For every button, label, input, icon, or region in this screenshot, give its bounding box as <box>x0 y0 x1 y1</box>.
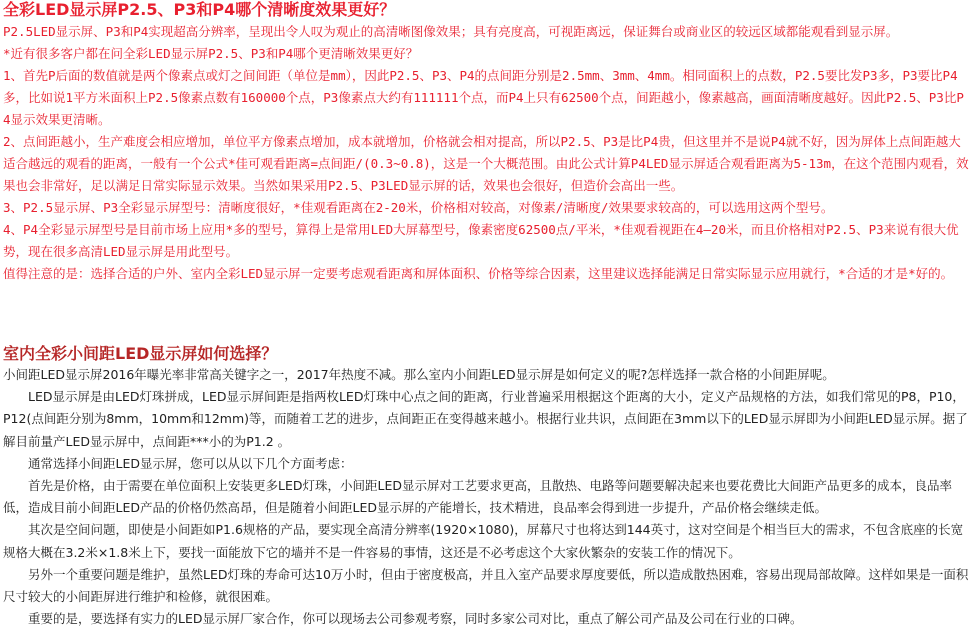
section-2-considerations: 通常选择小间距LED显示屏，您可以从以下几个方面考虑： <box>28 455 353 471</box>
section-1-point-2: 2、点间距越小，生产难度会相应增加，单位平方像素点增加，成本就增加，价格就会相对提高，所以P2.5、P3是比P4贵，但这里并不是说P4就不好，因为屏体上点间距越大适合越远的观看的距离，一般有一个公式*佳可观看距离=点间距/(0.3~0.8)，这是一个大概范围。由此公式计算P4LED显示屏适合观看距离为5-13m，在这个范围内观看，效果也会非常好，足以满足日常实际显示效果。当然如果采用P2.5、P3LED显示屏的话，效果也会很好，但造价会高出一些。 <box>3 134 969 193</box>
section-1-point-3: 3、P2.5显示屏、P3全彩显示屏型号：清晰度很好，*佳观看距离在2-20米，价格相对较高，对像素/清晰度/效果要求较高的，可以选用这两个型号。 <box>3 200 834 215</box>
section-1-point-4: 4、P4全彩显示屏型号是目前市场上应用*多的型号，算得上是常用LED大屏幕型号，像素密度62500点/平米，*佳观看视距在4—20米，而且价格相对P2.5、P3来说有很大优势，现在很多高清LED显示屏是用此型号。 <box>3 222 959 259</box>
section-2-title: 室内全彩小间距LED显示屏如何选择？ <box>3 344 278 363</box>
section-2-maintenance: 另外一个重要问题是维护，虽然LED灯珠的寿命可达10万小时，但由于密度极高，并且入室产品要求厚度要低，所以造成散热困难，容易出现局部故障。这样如果是一面积尺寸较大的小间距屏进行维护和检修，就很困难。 <box>3 566 969 605</box>
section-2-definition: LED显示屏是由LED灯珠拼成，LED显示屏间距是指两枚LED灯珠中心点之间的距离，行业普遍采用根据这个距离的大小，定义产品规格的方法，如我们常见的P8，P10，P12(点间距分别为8mm，10mm和12mm)等，而随着工艺的进步，点间距正在变得越来越小。根据行业共识，点间距在3mm以下的LED显示屏即为小间距LED显示屏。据了解目前量产LED显示屏中，点间距***小的为P1.2 。 <box>3 389 968 449</box>
section-2-space: 其次是空间问题，即使是小间距如P1.6规格的产品，要实现全高清分辨率(1920×1080)，屏幕尺寸也将达到144英寸，这对空间是个相当巨大的需求，不包含底座的长宽规格大概在3.2米×1.8米上下，要找一面能放下它的墙并不是一件容易的事情，这还是不必考虑这个大家伙繁杂的安装工作的情况下。 <box>3 522 964 560</box>
section-2-intro: 小间距LED显示屏2016年曝光率非常高关键字之一，2017年热度不减。那么室内小间距LED显示屏是如何定义的呢?怎样选择一款合格的小间距屏呢。 <box>3 367 835 382</box>
section-2-manufacturer: 重要的是，要选择有实力的LED显示屏厂家合作，你可以现场去公司参观考察，同时多家公司对比，重点了解公司产品及公司在行业的口碑。 <box>28 611 803 627</box>
section-1-intro: P2.5LED显示屏、P3和P4实现超高分辨率，呈现出令人叹为观止的高清晰图像效果；具有亮度高，可视距离远，保证舞台或商业区的较远区域都能观看到显示屏。 <box>3 24 899 39</box>
section-1-body <box>3 21 971 285</box>
section-1-title: 全彩LED显示屏P2.5、P3和P4哪个清晰度效果更好？ <box>3 0 396 19</box>
section-2-price: 首先是价格，由于需要在单位面积上安装更多LED灯珠，小间距LED显示屏对工艺要求更高，且散热、电路等问题要解决起来也要花费比大间距产品更多的成本，良品率低，造成目前小间距LED产品的价格仍然高昂，但是随着小间距LED显示屏的产能增长，技术精进，良品率会得到进一步提升，产品价格会继续走低。 <box>3 478 952 516</box>
section-2-body <box>3 364 971 630</box>
section-1-question: *近有很多客户都在问全彩LED显示屏P2.5、P3和P4哪个更清晰效果更好？ <box>3 46 419 61</box>
section-1-point-1: 1、首先P后面的数值就是两个像素点或灯之间间距（单位是mm），因此P2.5、P3、P4的点间距分别是2.5mm、3mm、4mm。相同面积上的点数，P2.5要比发P3多，P3要比P4多，比如说1平方米面积上P2.5像素点数有160000个点，P3像素点大约有111111个点，而P4上只有62500个点，间距越小，像素越高，画面清晰度越好。因此P2.5、P3比P4显示效果更清晰。 <box>3 68 964 127</box>
section-1-note: 值得注意的是：选择合适的户外、室内全彩LED显示屏一定要考虑观看距离和屏体面积、价格等综合因素，这里建议选择能满足日常实际显示应用就行，*合适的才是*好的。 <box>3 266 954 281</box>
